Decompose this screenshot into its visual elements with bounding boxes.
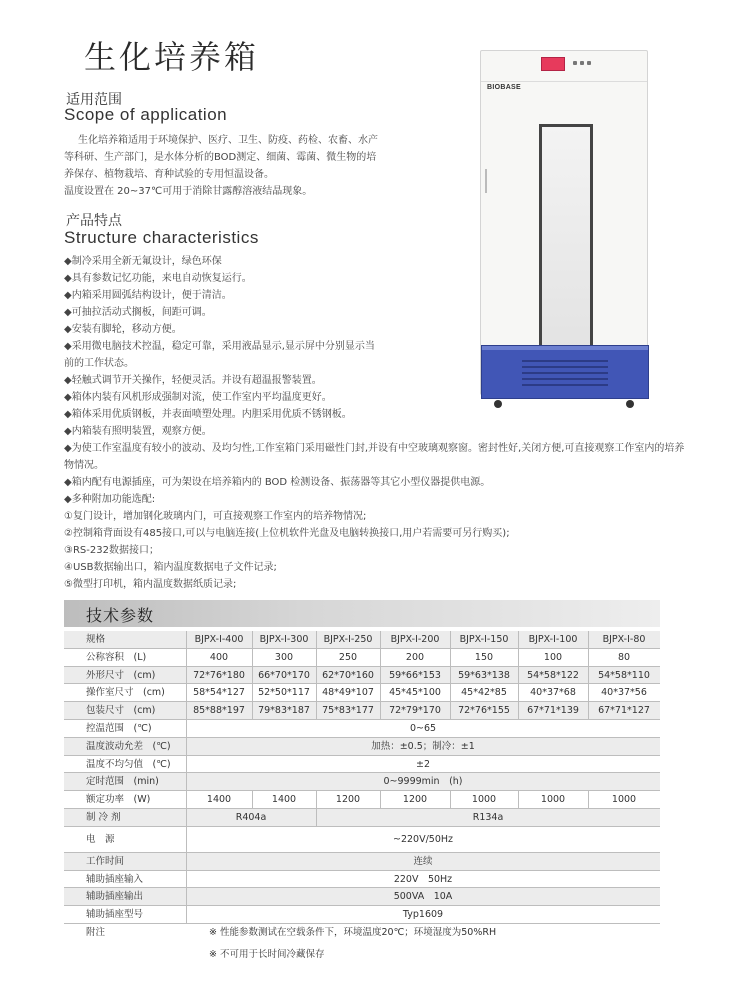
table-cell: 62*70*160 bbox=[322, 669, 374, 681]
feature-item: ◆为使工作室温度有较小的波动、及均匀性,工作室箱门采用磁性门封,并设有中空玻璃观察窗。密封性好,关闭方便,可直接观察工作室内的培养物情况。 bbox=[64, 443, 685, 471]
table-row bbox=[64, 720, 660, 738]
row-label: 控温范围 (℃) bbox=[86, 722, 152, 734]
table-cell: 连续 bbox=[413, 855, 433, 867]
vent-slot bbox=[522, 378, 608, 380]
feature-item: ②控制箱背面设有485接口,可以与电脑连接(上位机软件光盘及电脑转换接口,用户若需要可另行购买); bbox=[64, 528, 510, 539]
table-cell: 67*71*127 bbox=[598, 705, 650, 717]
features-heading-cn: 产品特点 bbox=[66, 213, 122, 229]
table-cell: 220V 50Hz bbox=[393, 873, 453, 885]
scope-heading-en: Scope of application bbox=[64, 105, 228, 124]
vent-slot bbox=[522, 360, 608, 362]
row-label: 辅助插座输入 bbox=[86, 873, 144, 885]
table-row bbox=[64, 809, 660, 827]
control-panel-divider bbox=[481, 81, 647, 82]
feature-item: ③RS-232数据接口； bbox=[64, 545, 159, 556]
row-label: 工作时间 bbox=[86, 855, 125, 867]
base-trim bbox=[482, 346, 648, 350]
control-button-icon bbox=[573, 61, 577, 65]
table-cell: 150 bbox=[474, 651, 494, 663]
table-cell: 100 bbox=[543, 651, 563, 663]
feature-item: ◆具有参数记忆功能，来电自动恢复运行。 bbox=[64, 273, 252, 284]
spec-table bbox=[64, 631, 660, 964]
table-row bbox=[64, 906, 660, 924]
table-cell: 1000 bbox=[540, 794, 566, 806]
table-cell: 500VA 10A bbox=[393, 891, 453, 903]
feature-item: ◆制冷采用全新无氟设计，绿色环保 bbox=[64, 256, 222, 267]
table-cell: 54*58*122 bbox=[527, 669, 579, 681]
table-row bbox=[64, 756, 660, 774]
table-cell: ~220V/50Hz bbox=[392, 833, 453, 845]
scope-paragraph bbox=[64, 132, 464, 200]
scope-heading-cn: 适用范围 bbox=[66, 92, 122, 108]
table-row bbox=[64, 738, 660, 756]
row-label: 辅助插座型号 bbox=[86, 909, 144, 921]
table-cell: Typ1609 bbox=[402, 909, 444, 921]
feature-item: ◆可抽拉活动式搁板，间距可调。 bbox=[64, 307, 212, 318]
table-row bbox=[64, 791, 660, 809]
table-cell: 54*58*110 bbox=[598, 669, 650, 681]
table-cell: 40*37*68 bbox=[530, 687, 576, 699]
feature-item: ◆采用微电脑技术控温，稳定可靠，采用液晶显示,显示屏中分别显示当前的工作状态。 bbox=[64, 341, 375, 369]
feature-item: ⑤微型打印机，箱内温度数据纸质记录; bbox=[64, 579, 237, 590]
scope-line: 生化培养箱适用于环境保护、医疗、卫生、防疫、药检、农畜、水产 bbox=[78, 135, 378, 146]
table-cell: 1000 bbox=[471, 794, 497, 806]
control-button-icon bbox=[587, 61, 591, 65]
row-label: 包装尺寸 (cm) bbox=[86, 705, 156, 717]
table-cell: BJPX-Ⅰ-200 bbox=[390, 634, 440, 645]
table-row bbox=[64, 773, 660, 791]
table-cell: BJPX-Ⅰ-100 bbox=[528, 634, 578, 645]
table-row bbox=[64, 853, 660, 871]
scope-line: 温度设置在 20~37℃可用于消除甘露醇溶液结晶现象。 bbox=[64, 186, 313, 197]
control-button-icon bbox=[580, 61, 584, 65]
table-cell: 400 bbox=[209, 651, 229, 663]
feature-item: ◆多种附加功能选配: bbox=[64, 494, 156, 505]
row-label: 定时范围 (min) bbox=[86, 776, 159, 788]
feature-item: ◆安装有脚轮，移动方便。 bbox=[64, 324, 182, 335]
row-label: 公称容积 (L) bbox=[86, 651, 147, 663]
table-cell: 加热：±0.5；制冷：±1 bbox=[371, 740, 475, 752]
row-label: 温度波动允差 (℃) bbox=[86, 740, 171, 752]
table-row bbox=[64, 871, 660, 889]
notes-section bbox=[64, 924, 660, 964]
table-cell: 67*71*139 bbox=[527, 705, 579, 717]
feature-item: ◆内箱装有照明装置，观察方便。 bbox=[64, 426, 212, 437]
table-cell: BJPX-Ⅰ-400 bbox=[194, 634, 244, 645]
scope-line: 等科研、生产部门，是水体分析的BOD测定、细菌、霉菌、微生物的培 bbox=[64, 152, 377, 163]
table-cell: 48*49*107 bbox=[322, 687, 374, 699]
table-row bbox=[64, 631, 660, 649]
table-cell: 0~65 bbox=[409, 722, 437, 734]
cabinet-body bbox=[480, 50, 648, 395]
page-title: 生化培养箱 bbox=[84, 38, 260, 76]
notes-label: 附注 bbox=[86, 926, 106, 938]
table-cell: 52*50*117 bbox=[258, 687, 310, 699]
table-cell: BJPX-Ⅰ-250 bbox=[323, 634, 373, 645]
vent-slot bbox=[522, 372, 608, 374]
feature-item: ①复门设计，增加钢化玻璃内门，可直接观察工作室内的培养物情况; bbox=[64, 511, 367, 522]
scope-line: 养保存、植物栽培、育种试验的专用恒温设备。 bbox=[64, 169, 274, 180]
note-line: ※ 性能参数测试在空载条件下，环境温度20℃；环境湿度为50%RH bbox=[209, 926, 497, 938]
table-row bbox=[64, 649, 660, 667]
row-label: 温度不均匀值 (℃) bbox=[86, 758, 171, 770]
table-cell: 59*66*153 bbox=[389, 669, 441, 681]
table-cell: R404a bbox=[235, 811, 267, 823]
table-cell: 1200 bbox=[402, 794, 428, 806]
table-cell: 75*83*177 bbox=[322, 705, 374, 717]
table-cell: 66*70*170 bbox=[258, 669, 310, 681]
table-cell: BJPX-Ⅰ-80 bbox=[602, 634, 646, 645]
feature-item: ◆箱体采用优质钢板，并表面喷塑处理。内胆采用优质不锈钢板。 bbox=[64, 409, 352, 420]
feature-item: ◆内箱采用圆弧结构设计，便于清洁。 bbox=[64, 290, 232, 301]
row-label: 辅助插座输出 bbox=[86, 891, 144, 903]
table-row bbox=[64, 888, 660, 906]
table-cell: 58*54*127 bbox=[193, 687, 245, 699]
table-cell: 85*88*197 bbox=[193, 705, 245, 717]
table-cell: 45*42*85 bbox=[461, 687, 507, 699]
row-label: 外形尺寸 (cm) bbox=[86, 669, 156, 681]
caster-wheel bbox=[494, 400, 502, 408]
brand-logo: BIOBASE bbox=[487, 84, 521, 91]
spec-heading-band bbox=[64, 600, 660, 627]
table-cell: 1200 bbox=[335, 794, 361, 806]
table-cell: 45*45*100 bbox=[389, 687, 441, 699]
row-label: 额定功率 (W) bbox=[86, 794, 151, 806]
table-cell: BJPX-Ⅰ-300 bbox=[259, 634, 309, 645]
table-row bbox=[64, 827, 660, 853]
row-label: 电 源 bbox=[86, 833, 115, 845]
table-row bbox=[64, 667, 660, 685]
table-cell: 40*37*56 bbox=[601, 687, 647, 699]
table-cell: 72*79*170 bbox=[389, 705, 441, 717]
table-cell: 250 bbox=[338, 651, 358, 663]
table-cell: 80 bbox=[617, 651, 631, 663]
observation-window bbox=[539, 124, 593, 352]
temperature-display bbox=[541, 57, 565, 71]
table-cell: 72*76*155 bbox=[458, 705, 510, 717]
features-heading-en: Structure characteristics bbox=[64, 228, 259, 247]
row-label: 规格 bbox=[86, 634, 106, 645]
table-cell: 79*83*187 bbox=[258, 705, 310, 717]
row-label: 操作室尺寸 (cm) bbox=[86, 687, 165, 699]
door-handle bbox=[485, 169, 487, 193]
row-label: 制 冷 剂 bbox=[86, 811, 121, 823]
table-cell: R134a bbox=[472, 811, 504, 823]
table-row bbox=[64, 702, 660, 720]
table-cell: ±2 bbox=[415, 758, 430, 770]
table-cell: 1400 bbox=[206, 794, 232, 806]
note-line: ※ 不可用于长时间冷藏保存 bbox=[209, 948, 325, 960]
vent-slot bbox=[522, 366, 608, 368]
feature-item: ④USB数据输出口，箱内温度数据电子文件记录; bbox=[64, 562, 277, 573]
table-cell: 72*76*180 bbox=[193, 669, 245, 681]
table-cell: 0~9999min (h) bbox=[383, 776, 463, 788]
caster-wheel bbox=[626, 400, 634, 408]
table-cell: 300 bbox=[274, 651, 294, 663]
table-cell: 59*63*138 bbox=[458, 669, 510, 681]
table-cell: 1400 bbox=[271, 794, 297, 806]
feature-item: ◆箱内配有电源插座，可为架设在培养箱内的 BOD 检测设备、振荡器等其它小型仪器提供电源。 bbox=[64, 477, 491, 488]
spec-heading: 技术参数 bbox=[86, 606, 155, 625]
table-cell: 1000 bbox=[611, 794, 637, 806]
incubator-image bbox=[480, 50, 648, 412]
feature-item: ◆箱体内装有风机形成强制对流，使工作室内平均温度更好。 bbox=[64, 392, 332, 403]
vent-slot bbox=[522, 384, 608, 386]
feature-item: ◆轻触式调节开关操作，轻便灵活。并设有超温报警装置。 bbox=[64, 375, 322, 386]
table-cell: 200 bbox=[405, 651, 425, 663]
table-row bbox=[64, 684, 660, 702]
table-cell: BJPX-Ⅰ-150 bbox=[459, 634, 509, 645]
cabinet-base bbox=[481, 345, 649, 399]
